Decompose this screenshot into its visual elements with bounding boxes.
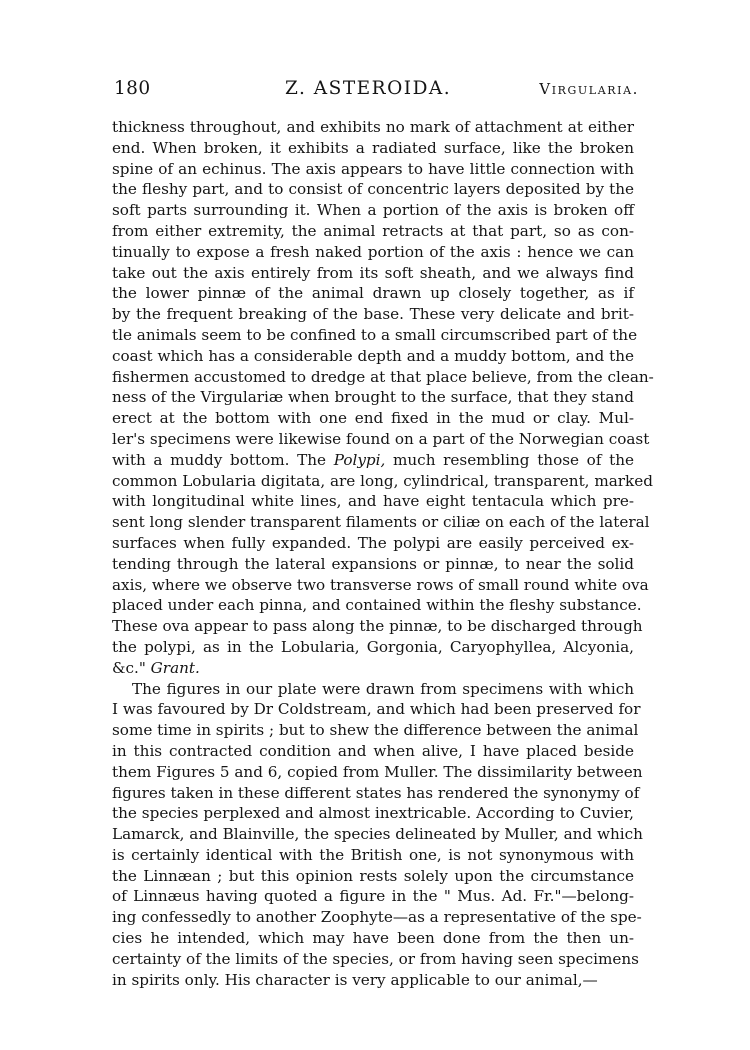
text-line: is certainly identical with the British one, is not synonymous with xyxy=(112,845,634,864)
text-line: fishermen accustomed to dredge at that place believe, from the clean- xyxy=(112,367,654,386)
text-line: in this contracted condition and when alive, I have placed beside xyxy=(112,741,634,760)
text-line: the polypi, as in the Lobularia, Gorgonia, Caryophyllea, Alcyonia, xyxy=(112,637,634,656)
text-line: ler's specimens were likewise found on a part of the Norwegian coast xyxy=(112,429,650,448)
text-line: spine of an echinus. The axis appears to have little connection with xyxy=(112,159,634,178)
text-line: some time in spirits ; but to shew the difference between the animal xyxy=(112,721,639,740)
text-line: with a muddy bottom. The Polypi, much resembling those of the xyxy=(112,450,634,469)
text-line: the fleshy part, and to consist of concentric layers deposited by the xyxy=(112,180,634,199)
text-line: take out the axis entirely from its soft sheath, and we always find xyxy=(112,263,634,282)
text-line: soft parts surrounding it. When a portion of the axis is broken off xyxy=(112,201,634,220)
text-line: of Linnæus having quoted a figure in the " Mus. Ad. Fr."—belong- xyxy=(112,887,634,906)
text-line: tending through the lateral expansions or pinnæ, to near the solid xyxy=(112,554,634,573)
text-line: from either extremity, the animal retracts at that part, so as con- xyxy=(112,221,634,240)
text-line: erect at the bottom with one end fixed in the mud or clay. Mul- xyxy=(112,409,634,428)
text-line: ness of the Virgulariæ when brought to the surface, that they stand xyxy=(112,388,634,407)
text-line: These ova appear to pass along the pinnæ, to be discharged through xyxy=(112,617,643,636)
text-line: thickness throughout, and exhibits no mark of attachment at either xyxy=(112,118,634,136)
text-line: in spirits only. His character is very applicable to our animal,— xyxy=(112,970,598,989)
page-number: 180 xyxy=(114,78,151,99)
section-title: Virgularia. xyxy=(539,80,639,98)
text-line: with longitudinal white lines, and have eight tentacula which pre- xyxy=(112,492,634,511)
running-header xyxy=(110,77,639,107)
text-line: coast which has a considerable depth and a muddy bottom, and the xyxy=(112,346,634,365)
text-line: common Lobularia digitata, are long, cylindrical, transparent, marked xyxy=(112,471,653,490)
text-line: &c." Grant. xyxy=(112,658,200,677)
text-line: certainty of the limits of the species, or from having seen specimens xyxy=(112,949,639,968)
text-line: sent long slender transparent filaments or ciliæ on each of the lateral xyxy=(112,513,650,532)
text-line: the Linnæan ; but this opinion rests solely upon the circumstance xyxy=(112,866,634,885)
body-text xyxy=(112,117,654,990)
text-line: the lower pinnæ of the animal drawn up closely together, as if xyxy=(112,284,634,303)
text-line: end. When broken, it exhibits a radiated surface, like the broken xyxy=(112,138,634,157)
text-line: tle animals seem to be confined to a small circumscribed part of the xyxy=(112,325,638,344)
text-line: The figures in our plate were drawn from specimens with which xyxy=(132,679,634,698)
text-line: by the frequent breaking of the base. These very delicate and brit- xyxy=(112,305,634,324)
text-line: placed under each pinna, and contained within the fleshy substance. xyxy=(112,596,642,615)
text-line: Lamarck, and Blainville, the species delineated by Muller, and which xyxy=(112,825,643,844)
text-line: figures taken in these different states has rendered the synonymy of xyxy=(112,783,640,802)
text-line: them Figures 5 and 6, copied from Muller. The dissimilarity between xyxy=(112,762,643,781)
text-line: surfaces when fully expanded. The polypi are easily perceived ex- xyxy=(112,533,634,552)
running-title: Z. ASTEROIDA. xyxy=(285,78,452,99)
text-line: the species perplexed and almost inextricable. According to Cuvier, xyxy=(112,804,634,823)
text-line: I was favoured by Dr Coldstream, and which had been preserved for xyxy=(112,700,641,719)
text-line: cies he intended, which may have been done from the then un- xyxy=(112,929,634,948)
text-line: ing confessedly to another Zoophyte—as a representative of the spe- xyxy=(112,908,642,927)
text-line: tinually to expose a fresh naked portion of the axis : hence we can xyxy=(112,242,634,261)
text-line: axis, where we observe two transverse rows of small round white ova xyxy=(112,575,649,594)
